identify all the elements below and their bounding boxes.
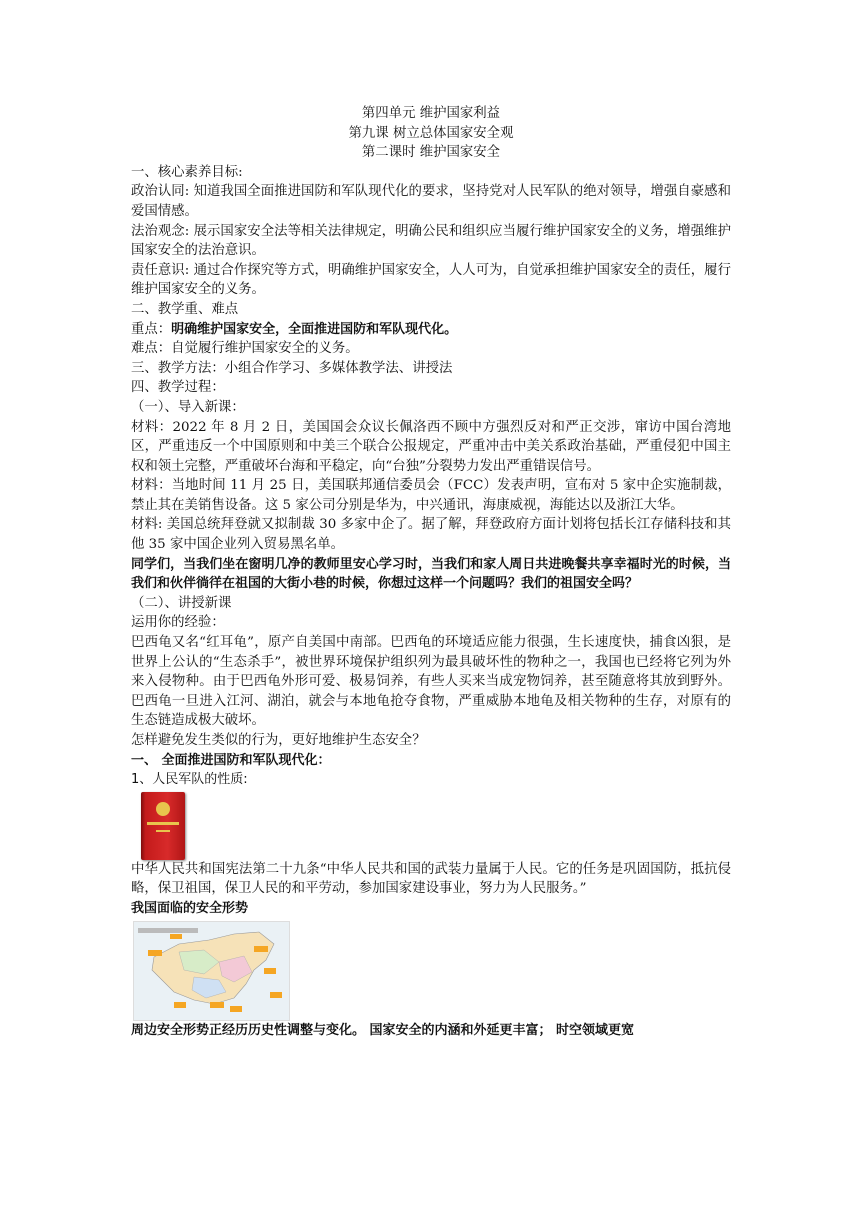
key-point [131,320,731,340]
section-2-title: 二、教学重、难点 [131,301,239,317]
key-point-label: 重点： [131,321,172,337]
constitution-book-image [141,792,185,860]
material-3: 材料: 美国总统拜登就又拟制裁 30 多家中企了。据了解，拜登政府方面计划将包括长江存储科技和其他 35 家中国企业列入贸易黑名单。 [131,517,731,553]
ecology-question: 怎样避免发生类似的行为，更好地维护生态安全？ [131,733,426,748]
section-4-title: 四、教学过程： [131,380,225,396]
china-map-image [133,921,290,1021]
material-2: 材料：当地时间 11 月 25 日，美国联邦通信委员会（FCC）发表声明，宣布对 5 家中企实施制裁，禁止其在美销售设备。这 5 家公司分别是华为，中兴通讯，海康威视，海能达以及浙江大华。 [131,478,731,513]
heading-army-nature: 1、人民军队的性质: [131,772,248,788]
turtle-paragraph: 巴西龟又名“红耳龟”，原产自美国中南部。巴西龟的环境适应能力很强，生长速度快，捕食凶狠，是世界上公认的“生态杀手”，被世界环境保护组织列为最具破坏性的物种之一，我国也已经将它列为外来入侵物种。由于巴西龟外形可爱、极易饲养，有些人买来当成宠物饲养，甚至随意将其放到野外。巴西龟一旦进入江河、湖泊，就会与本地龟抢夺食物，严重威胁本地龟及相关物种的生存，对原有的生态链造成极大破坏。 [131,635,731,729]
book-title-mark [147,822,179,825]
bottom-paragraph: 周边安全形势正经历历史性调整与变化。 国家安全的内涵和外延更丰富； 时空领域更宽 [131,1022,635,1038]
constitution-quote: 中华人民共和国宪法第二十九条“中华人民共和国的武装力量属于人民。它的任务是巩固国防，抵抗侵略，保卫祖国，保卫人民的和平劳动，参加国家建设事业，努力为人民服务。” [131,861,731,897]
key-point-text: 明确维护国家安全，全面推进国防和军队现代化。 [171,321,458,337]
goal-political: 政治认同: 知道我国全面推进国防和军队现代化的要求，坚持党对人民军队的绝对领导，增强自豪感和爱国情感。 [131,184,731,219]
goal-law: 法治观念: 展示国家安全法等相关法律规定，明确公民和组织应当履行维护国家安全的义务，增强维护国家安全的法治意识。 [131,223,731,259]
material-1: 材料：2022 年 8 月 2 日，美国国会众议长佩洛西不顾中方强烈反对和严正交涉，窜访中国台湾地区，严重违反一个中国原则和中美三个联合公报规定，严重冲击中美关系政治基础，严重侵犯中国主权和领土完整，严重破坏台海和平稳定，向“台独”分裂势力发出严重错误信号。 [131,419,731,474]
period-title: 第二课时 维护国家安全 [361,145,501,161]
national-emblem-icon [156,802,170,816]
new-lesson-heading: （二）、讲授新课 [131,595,232,611]
security-situation-heading: 我国面临的安全形势 [131,900,249,916]
book-subtitle-mark [156,830,170,832]
question-safety: 同学们，当我们坐在窗明几净的教师里安心学习时，当我们和家人周日共进晚餐共享幸福时光的时候，当我们和伙伴徜徉在祖国的大街小巷的时候，你想过这样一个问题吗？我们的祖国安全吗？ [131,556,731,592]
section-1-title: 一、核心素养目标: [131,164,243,180]
intro-heading: （一）、导入新课： [131,399,245,415]
difficult-point: 难点：自觉履行维护国家安全的义务。 [131,341,359,357]
unit-title: 第四单元 维护国家利益 [361,106,501,121]
section-3-title: 三、教学方法：小组合作学习、多媒体教学法、讲授法 [131,360,453,376]
experience-label: 运用你的经验： [131,615,225,631]
goal-responsibility: 责任意识: 通过合作探究等方式，明确维护国家安全，人人可为，自觉承担维护国家安全的责任，履行维护国家安全的义务。 [131,262,731,298]
document-page [131,104,731,1040]
heading-defense: 一、 全面推进国防和军队现代化： [131,752,331,768]
lesson-title: 第九课 树立总体国家安全观 [348,125,514,141]
